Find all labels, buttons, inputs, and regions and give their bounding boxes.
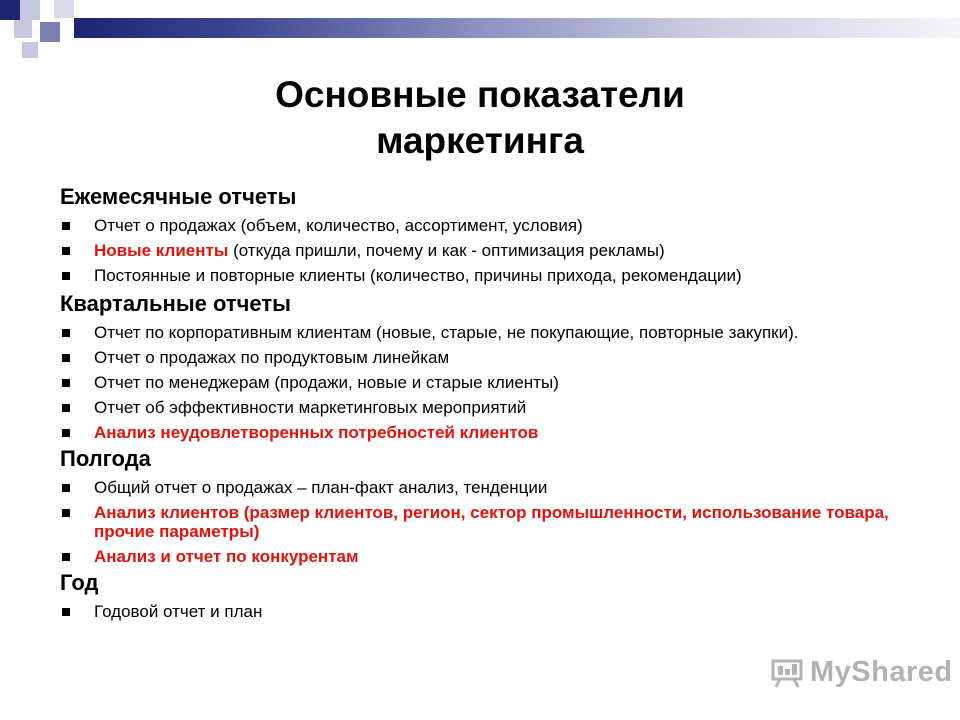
bullet-icon: [62, 247, 70, 255]
section-heading-quarterly: Квартальные отчеты: [60, 291, 291, 316]
list-item: Анализ клиентов (размер клиентов, регион, сектор промышленности, использование товара, прочие параметры): [60, 503, 920, 541]
list-item: Общий отчет о продажах – план-факт анализ, тенденции: [60, 478, 920, 497]
presentation-board-icon: [770, 655, 804, 689]
header-square-light: [20, 0, 40, 20]
slide-title-line2: маркетинга: [376, 120, 584, 161]
section-list-monthly: [60, 216, 920, 285]
section-heading-monthly: Ежемесячные отчеты: [60, 184, 297, 209]
bullet-icon: [62, 509, 70, 517]
list-item: Отчет о продажах (объем, количество, ассортимент, условия): [60, 216, 920, 235]
slide-title: [0, 72, 960, 164]
bullet-icon: [62, 272, 70, 280]
section-list-half-year: [60, 478, 920, 566]
list-item: Отчет о продажах по продуктовым линейкам: [60, 348, 920, 367]
list-item: Анализ неудовлетворенных потребностей клиентов: [60, 423, 920, 442]
header-square-white: [54, 0, 74, 18]
bullet-icon: [62, 429, 70, 437]
bullet-icon: [62, 379, 70, 387]
slide-title-line1: Основные показатели: [275, 74, 685, 115]
list-item: Новые клиенты (откуда пришли, почему и как - оптимизация рекламы): [60, 241, 920, 260]
bullet-icon: [62, 553, 70, 561]
slide-content: [60, 184, 920, 621]
bullet-icon: [62, 222, 70, 230]
list-item: Годовой отчет и план: [60, 602, 920, 621]
bullet-icon: [62, 608, 70, 616]
watermark-text: MyShared: [810, 655, 953, 688]
bullet-icon: [62, 329, 70, 337]
header-square-mid: [40, 22, 60, 42]
header-square-light-2: [14, 20, 32, 38]
list-item: Отчет об эффективности маркетинговых мероприятий: [60, 398, 920, 417]
header-square-dark: [0, 0, 20, 20]
header-gradient-bar: [74, 18, 960, 38]
list-item: Отчет по менеджерам (продажи, новые и старые клиенты): [60, 373, 920, 392]
bullet-icon: [62, 484, 70, 492]
section-list-quarterly: [60, 323, 920, 442]
header-square-light-3: [22, 42, 38, 58]
section-list-year: [60, 602, 920, 621]
section-heading-half-year: Полгода: [60, 446, 151, 471]
list-item: Отчет по корпоративным клиентам (новые, старые, не покупающие, повторные закупки).: [60, 323, 920, 342]
section-heading-year: Год: [60, 570, 99, 595]
bullet-icon: [62, 404, 70, 412]
watermark-logo: [770, 655, 953, 689]
bullet-icon: [62, 354, 70, 362]
list-item: Постоянные и повторные клиенты (количество, причины прихода, рекомендации): [60, 266, 920, 285]
list-item: Анализ и отчет по конкурентам: [60, 547, 920, 566]
